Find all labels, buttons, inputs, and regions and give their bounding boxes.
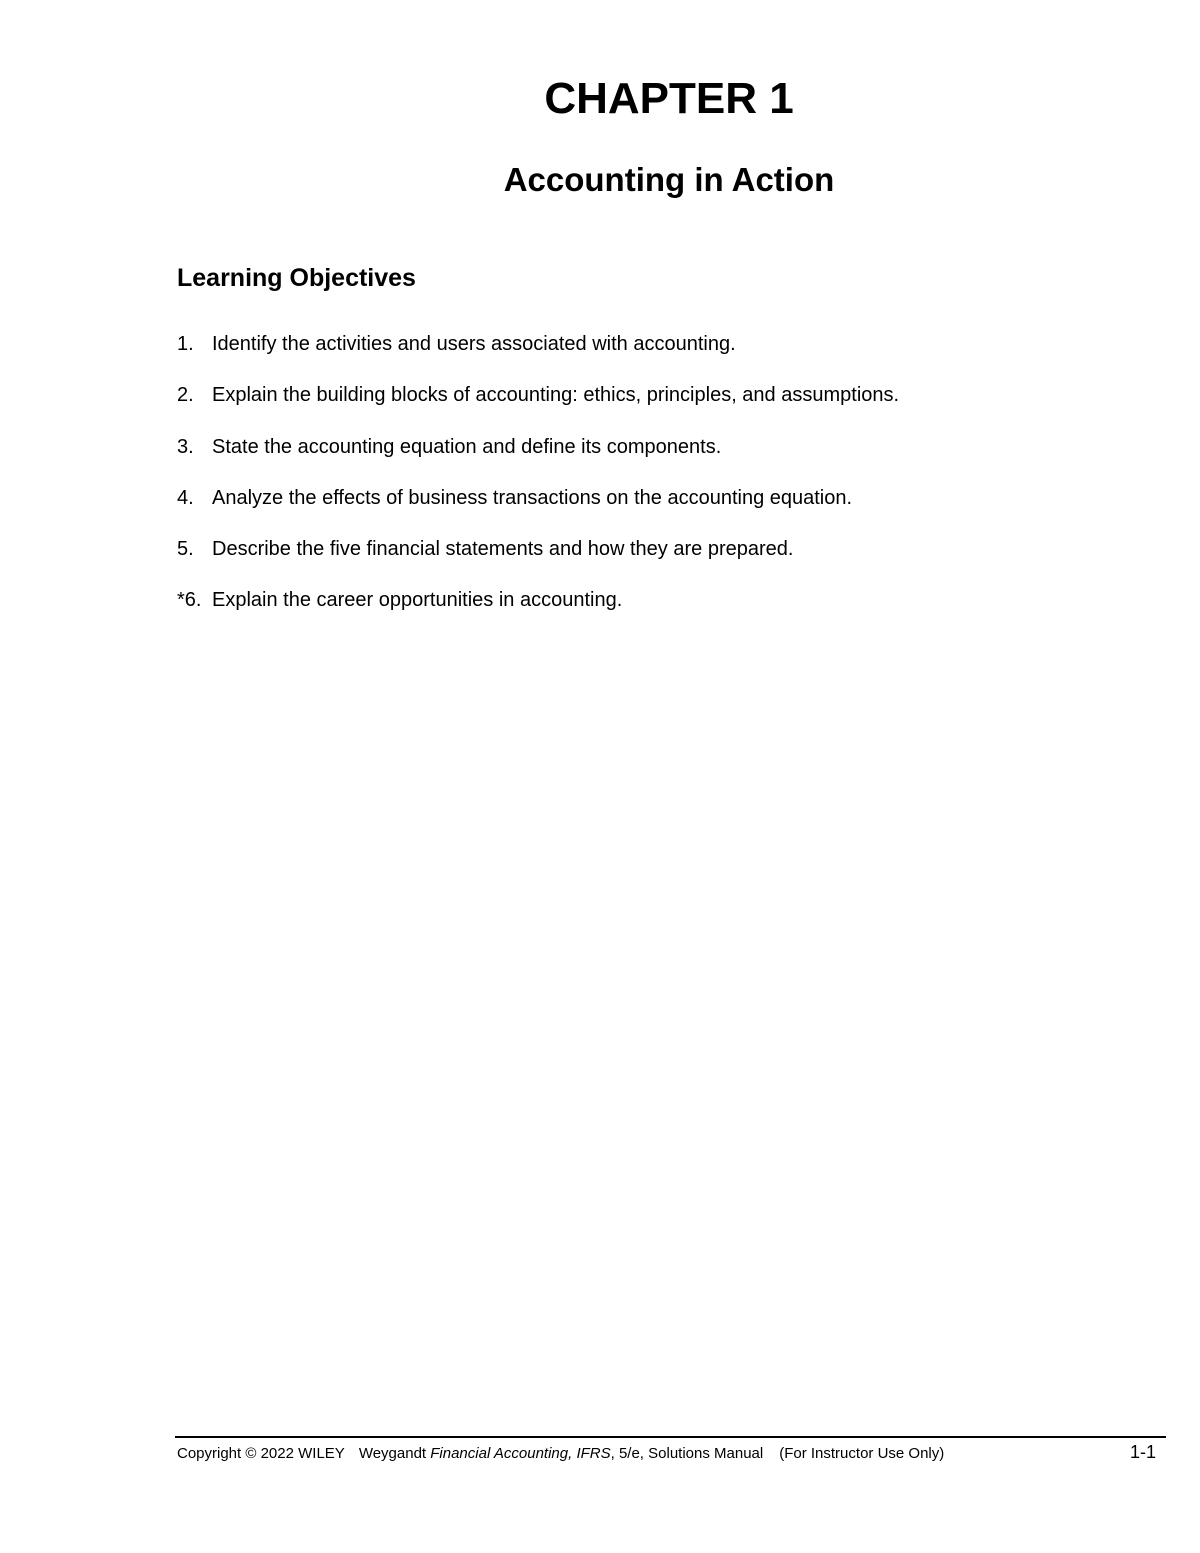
objective-number: 2. bbox=[177, 384, 194, 407]
objective-item bbox=[177, 331, 1137, 382]
footer-book-title: Financial Accounting, bbox=[430, 1445, 573, 1462]
page-footer bbox=[177, 1444, 1162, 1464]
page-number: 1-1 bbox=[1129, 1442, 1156, 1462]
chapter-subtitle-block bbox=[419, 160, 919, 200]
footer-copyright: Copyright © 2022 WILEY bbox=[177, 1445, 345, 1462]
objective-number: 4. bbox=[177, 486, 194, 509]
objective-item bbox=[177, 536, 1137, 587]
objective-text: Identify the activities and users associated with accounting. bbox=[212, 333, 736, 355]
objective-number: 5. bbox=[177, 538, 194, 561]
objective-text: Describe the five financial statements and how they are prepared. bbox=[212, 538, 794, 561]
footer-edition-prefix: IFRS bbox=[576, 1445, 611, 1462]
footer-author: Weygandt bbox=[358, 1445, 427, 1462]
objective-number: 1. bbox=[177, 333, 194, 355]
learning-objectives-list bbox=[177, 331, 1137, 639]
chapter-title-block bbox=[469, 74, 869, 124]
objective-item bbox=[177, 485, 1137, 536]
objective-text: Explain the building blocks of accounting: ethics, principles, and assumptions. bbox=[212, 384, 900, 407]
objective-number: *6. bbox=[177, 589, 202, 612]
chapter-subtitle: Accounting in Action bbox=[503, 161, 835, 198]
chapter-title: CHAPTER 1 bbox=[544, 74, 794, 123]
footer-divider bbox=[175, 1436, 1166, 1438]
objective-item bbox=[177, 434, 1137, 485]
objective-text: Explain the career opportunities in accounting. bbox=[212, 589, 623, 612]
objective-text: State the accounting equation and define its components. bbox=[212, 435, 722, 458]
objective-text: Analyze the effects of business transactions on the accounting equation. bbox=[212, 486, 853, 509]
footer-edition-suffix: , 5/e, Solutions Manual bbox=[610, 1445, 764, 1462]
objective-item bbox=[177, 587, 1137, 638]
objective-item bbox=[177, 382, 1137, 433]
footer-usage-note: (For Instructor Use Only) bbox=[779, 1445, 945, 1462]
learning-objectives-heading: Learning Objectives bbox=[177, 264, 416, 292]
objective-number: 3. bbox=[177, 435, 194, 458]
